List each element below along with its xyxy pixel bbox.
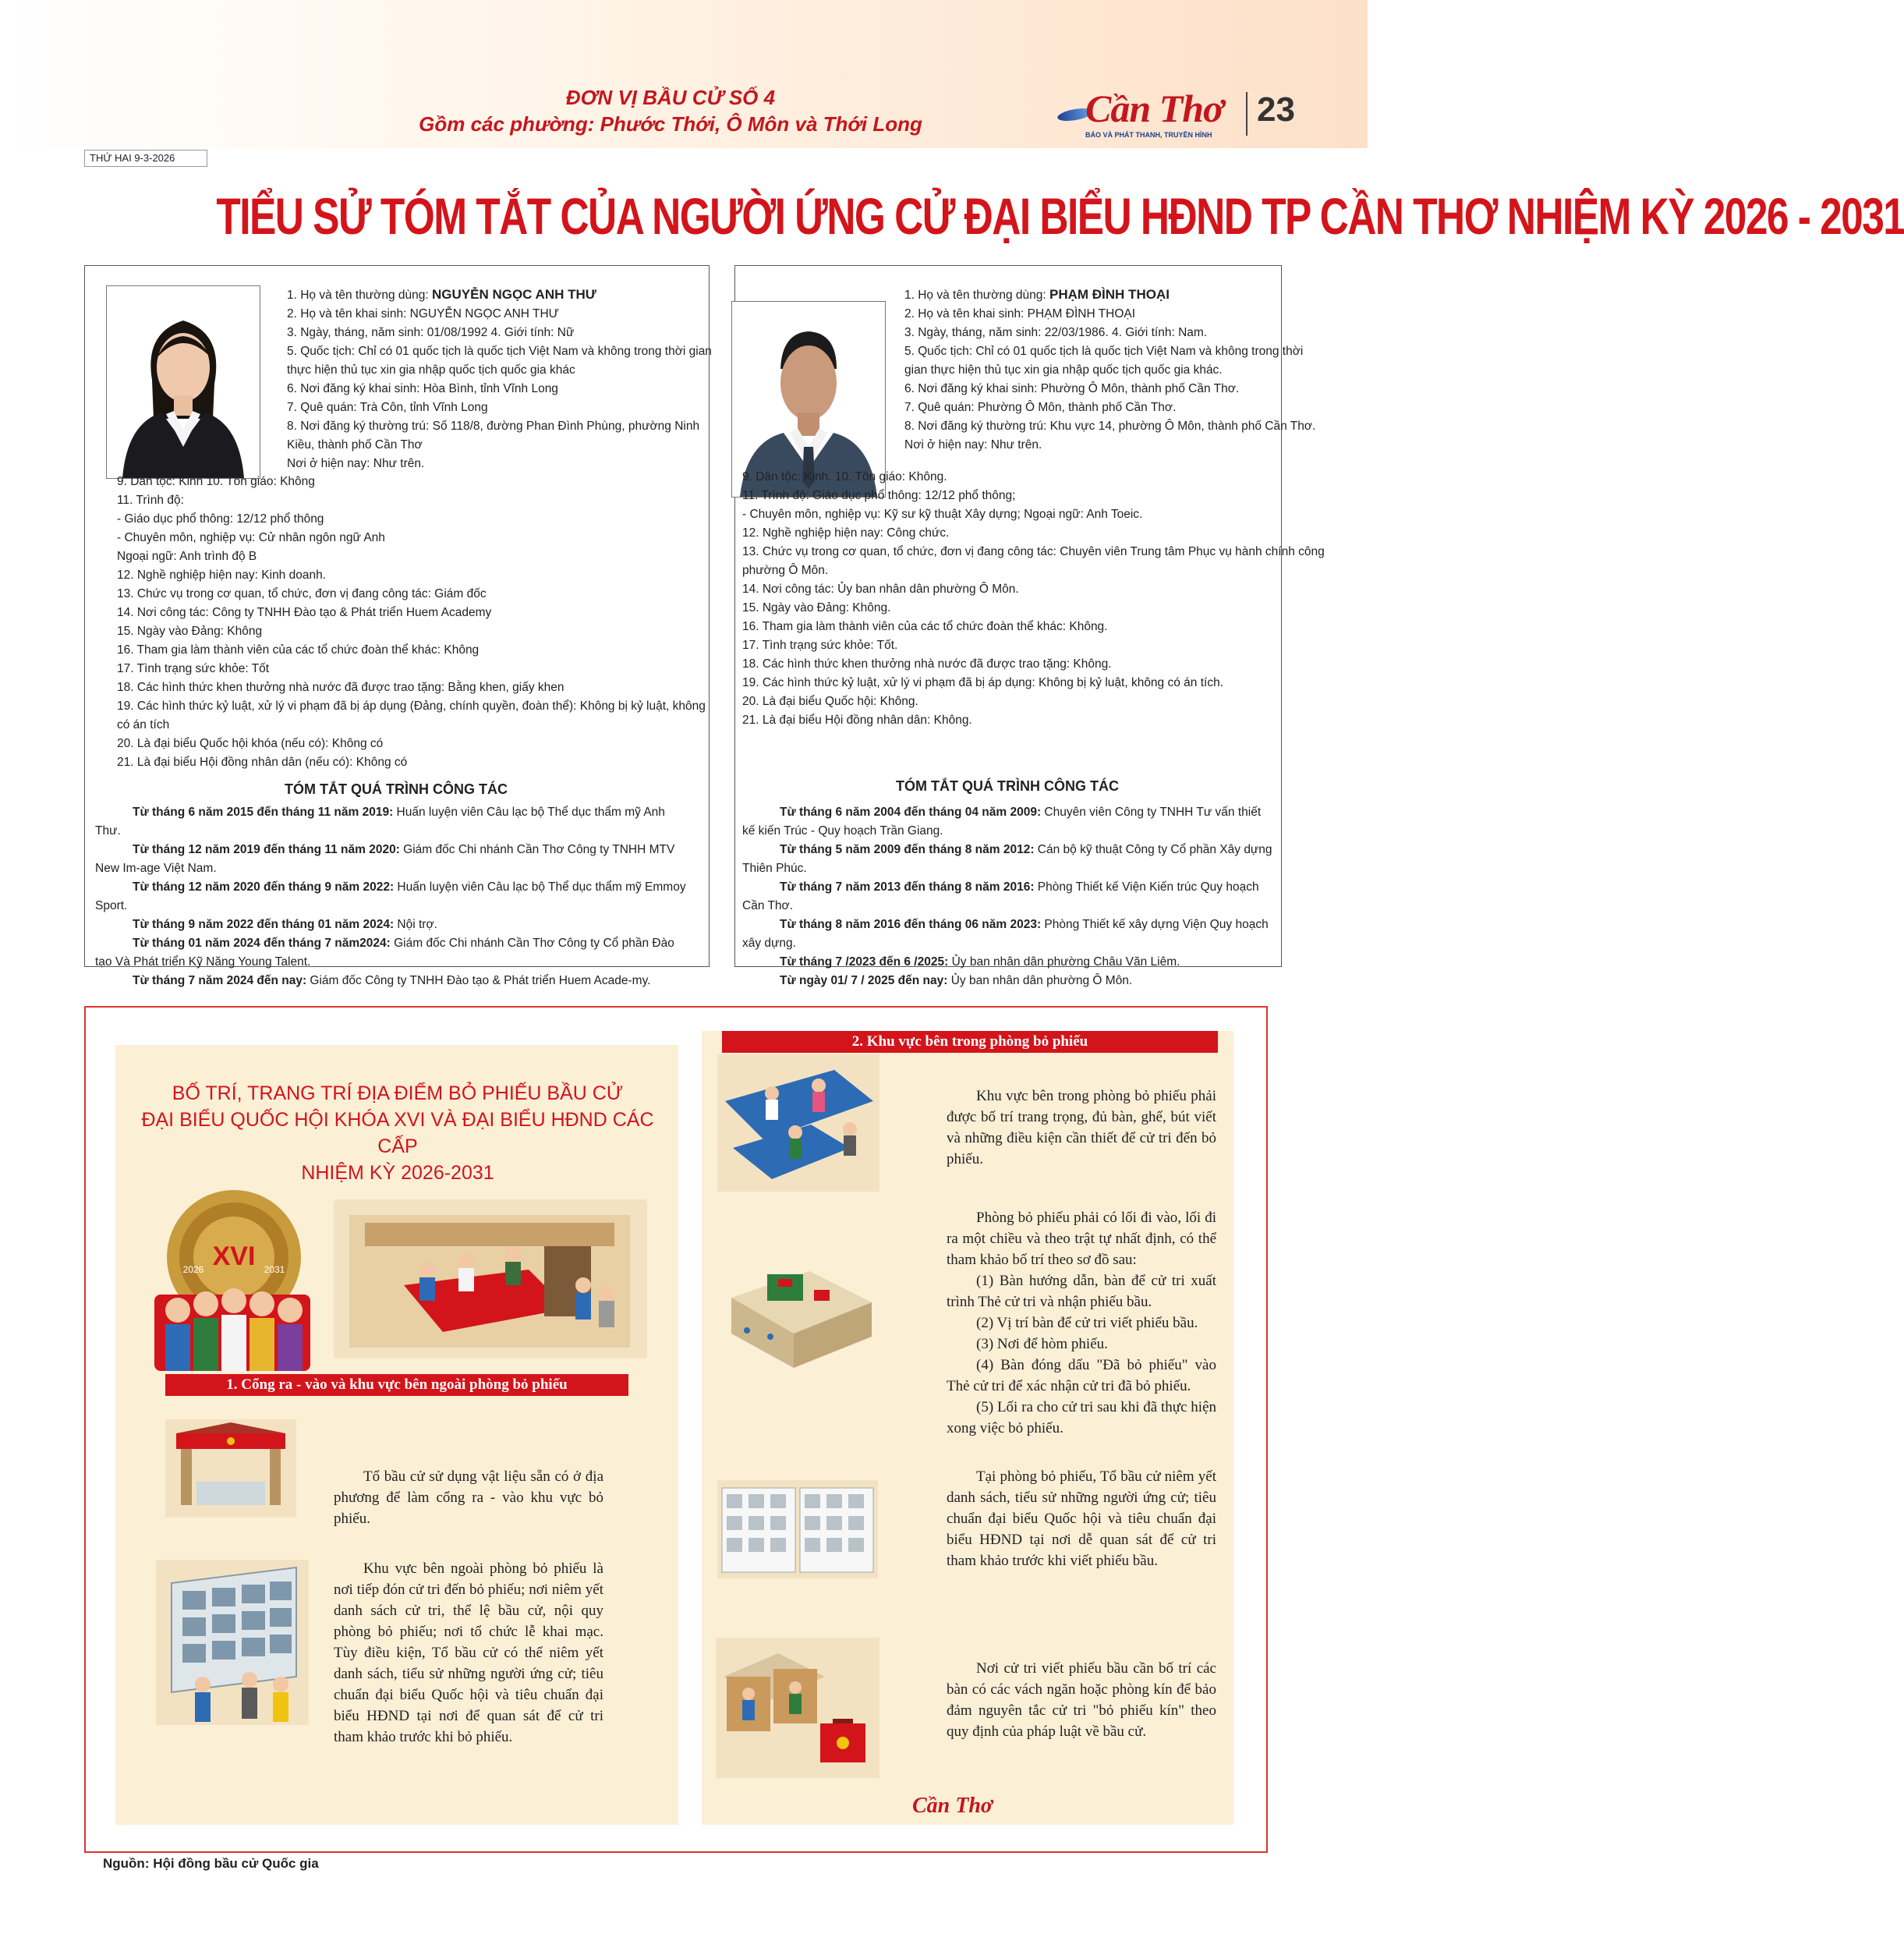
newspaper-logo: Cần Thơ bbox=[1085, 87, 1223, 130]
section-2-text-1 bbox=[947, 1086, 1216, 1170]
section-2-item-5: (5) Lối ra cho cử tri sau khi đã thực hiện xong việc bỏ phiếu. bbox=[947, 1399, 1216, 1436]
work-period: Từ ngày 01/ 7 / 2025 đến nay: bbox=[780, 974, 948, 987]
bio-head-line bbox=[287, 305, 692, 324]
bulletin-board-icon bbox=[156, 1560, 309, 1725]
section-1-title: 1. Cổng ra - vào và khu vực bên ngoài phòng bỏ phiếu bbox=[165, 1374, 628, 1396]
bio-body-line: - Giáo dục phổ thông: 12/12 phổ thông bbox=[117, 512, 324, 526]
section-2-paragraph-2: Phòng bỏ phiếu phải có lối đi vào, lối đi ra một chiều và theo trật tự nhất định, có thể tham khảo bố trí theo sơ đồ sau: bbox=[947, 1210, 1216, 1268]
bio-body-line: 11. Trình độ: bbox=[117, 494, 184, 507]
work-history-entry bbox=[742, 841, 1272, 878]
bio-body-line: 9. Dân tộc: Kinh 10. Tôn giáo: Không bbox=[117, 475, 315, 488]
candidate-1-head-info bbox=[287, 285, 712, 473]
section-1-paragraph-2: Khu vực bên ngoài phòng bỏ phiếu là nơi tiếp đón cử tri đến bỏ phiếu; nơi niêm yết danh sách cử tri, thể lệ bầu cử, nội quy phòng bỏ phiếu; nơi tổ chức lễ khai mạc. Tùy điều kiện, Tổ bầu cử có thể niêm yết danh sách, tiểu sử những người ứng cử; tiêu chuẩn đại biểu Quốc hội và tiêu chuẩn đại biểu HĐND tại nơi để quan sát để cử tri tham khảo trước khi bỏ phiếu. bbox=[334, 1560, 603, 1745]
bio-body-line: có án tích bbox=[117, 718, 170, 731]
gate-icon bbox=[165, 1419, 296, 1518]
section-2-text-4 bbox=[947, 1658, 1216, 1742]
section-2-item-2: (2) Vị trí bàn để cử tri viết phiếu bầu. bbox=[976, 1315, 1198, 1331]
section-2-paragraph-4: Nơi cử tri viết phiếu bầu cần bố trí các bàn có các vách ngăn hoặc phòng kín để bảo đảm nguyên tắc cử tri "bỏ phiếu kín" theo quy định của pháp luật về bầu cử. bbox=[947, 1660, 1216, 1740]
page-number-divider bbox=[1246, 92, 1248, 136]
candidate-list-illustration bbox=[717, 1480, 878, 1578]
work-history-entry bbox=[95, 878, 692, 916]
bio-head-line bbox=[904, 380, 1271, 398]
candidate-1-body-info bbox=[117, 473, 706, 772]
bio-body-line: 11. Trình độ: Giáo dục phổ thông: 12/12 phổ thông; bbox=[742, 489, 1016, 502]
page-number: 23 bbox=[1257, 90, 1295, 129]
candidate-1-portrait bbox=[106, 285, 260, 479]
bio-head-text: gian thực hiện thủ tục xin gia nhập quốc tịch quốc gia khác. bbox=[904, 363, 1223, 377]
bio-body-line: 13. Chức vụ trong cơ quan, tổ chức, đơn vị đang công tác: Giám đốc bbox=[117, 587, 487, 600]
section-2-paragraph-3: Tại phòng bỏ phiếu, Tổ bầu cử niêm yết danh sách, tiểu sử những người ứng cử; tiêu chuẩn đại biểu Quốc hội và tiêu chuẩn đại biểu HĐND tại nơi dễ quan sát để cử tri tham khảo trước khi viết phiếu bầu. bbox=[947, 1468, 1216, 1569]
floor-plan-diagram bbox=[716, 1259, 879, 1373]
page-headline: TIỂU SỬ TÓM TẮT CỦA NGƯỜI ỨNG CỬ ĐẠI BIỂU HĐND TP CẦN THƠ NHIỆM KỲ 2026 - 2031 bbox=[216, 187, 1904, 245]
bio-head-text: 3. Ngày, tháng, năm sinh: 01/08/1992 4. Giới tính: Nữ bbox=[287, 326, 575, 339]
bio-head-text: 3. Ngày, tháng, năm sinh: 22/03/1986. 4. Giới tính: Nam. bbox=[904, 326, 1208, 339]
election-poster-illustration bbox=[147, 1185, 318, 1371]
outdoor-bulletin-illustration bbox=[156, 1560, 309, 1725]
bio-body-line: - Chuyên môn, nghiệp vụ: Kỹ sư kỹ thuật Xây dựng; Ngoại ngữ: Anh Toeic. bbox=[742, 508, 1143, 521]
bio-head-line bbox=[287, 417, 700, 436]
section-1-text-2 bbox=[334, 1558, 603, 1748]
work-history-entry bbox=[742, 972, 1272, 990]
work-period: Từ tháng 8 năm 2016 đến tháng 06 năm 2023: bbox=[780, 918, 1042, 931]
work-period: Từ tháng 6 năm 2004 đến tháng 04 năm 2009: bbox=[780, 806, 1042, 819]
bio-head-text: 6. Nơi đăng ký khai sinh: Hòa Bình, tỉnh Vĩnh Long bbox=[287, 382, 558, 395]
bio-body-line: 12. Nghề nghiệp hiện nay: Công chức. bbox=[742, 526, 950, 540]
work-description: Ủy ban nhân dân phường Châu Văn Liêm. bbox=[948, 955, 1180, 969]
candidate-2-body-info bbox=[742, 468, 1325, 730]
work-description: Phòng Thiết kế xây dựng Viện Quy hoạch xây dựng. bbox=[742, 918, 1269, 950]
candidate-1-work-history bbox=[95, 803, 692, 990]
bio-head-text: 5. Quốc tịch: Chỉ có 01 quốc tịch là quốc tịch Việt Nam và không trong thời gian bbox=[287, 345, 712, 358]
work-history-entry bbox=[742, 803, 1272, 841]
bio-head-line bbox=[287, 285, 692, 305]
bio-head-line bbox=[904, 285, 1271, 305]
bio-head-line bbox=[904, 436, 1271, 455]
bio-head-line bbox=[287, 436, 692, 455]
bio-body-line: 18. Các hình thức khen thưởng nhà nước đã được trao tặng: Bằng khen, giấy khen bbox=[117, 681, 564, 694]
floor-plan-icon bbox=[716, 1259, 879, 1373]
bio-body-line: Ngoại ngữ: Anh trình độ B bbox=[117, 550, 257, 563]
bio-head-line bbox=[287, 398, 692, 417]
bio-body-line: 19. Các hình thức kỷ luật, xử lý vi phạm đã bị áp dụng (Đảng, chính quyền, đoàn thể): Không bị kỷ luật, không bbox=[117, 700, 706, 713]
bio-body-line: 21. Là đại biểu Hội đồng nhân dân: Không. bbox=[742, 714, 972, 727]
candidate-2-head-info bbox=[904, 285, 1316, 455]
unit-line-1: ĐƠN VỊ BẦU CỬ SỐ 4 bbox=[565, 86, 776, 109]
bio-body-line: 15. Ngày vào Đảng: Không. bbox=[742, 601, 891, 615]
work-description: Phòng Thiết kế Viện Kiến trúc Quy hoạch Cần Thơ. bbox=[742, 880, 1259, 912]
work-period: Từ tháng 7 năm 2013 đến tháng 8 năm 2016: bbox=[780, 880, 1035, 894]
work-period: Từ tháng 7 năm 2024 đến nay: bbox=[133, 974, 307, 987]
candidate-name: NGUYỄN NGỌC ANH THƯ bbox=[432, 287, 596, 302]
section-2-paragraph-1: Khu vực bên trong phòng bỏ phiếu phải được bố trí trang trọng, đủ bàn, ghế, bút viết và những điều kiện cần thiết để cử tri đến bỏ phiếu. bbox=[947, 1088, 1216, 1167]
bio-head-text: 5. Quốc tịch: Chỉ có 01 quốc tịch là quốc tịch Việt Nam và không trong thời bbox=[904, 345, 1304, 358]
bio-head-line bbox=[287, 342, 712, 361]
section-2-item-3: (3) Nơi để hòm phiếu. bbox=[976, 1336, 1108, 1352]
bio-body-line: - Chuyên môn, nghiệp vụ: Cử nhân ngôn ngữ Anh bbox=[117, 531, 385, 544]
work-period: Từ tháng 5 năm 2009 đến tháng 8 năm 2012: bbox=[780, 843, 1035, 856]
infographic-footer-logo: Cần Thơ bbox=[912, 1794, 993, 1818]
bio-head-text: 2. Họ và tên khai sinh: NGUYỄN NGỌC ANH THƯ bbox=[287, 307, 559, 321]
work-period: Từ tháng 12 năm 2019 đến tháng 11 năm 2020: bbox=[133, 843, 400, 856]
bio-body-line: 12. Nghề nghiệp hiện nay: Kinh doanh. bbox=[117, 569, 327, 582]
bio-head-text: 1. Họ và tên thường dùng: bbox=[287, 289, 432, 302]
section-2-text-3 bbox=[947, 1466, 1216, 1571]
work-period: Từ tháng 9 năm 2022 đến tháng 01 năm 2024: bbox=[133, 918, 395, 931]
bio-head-text: 8. Nơi đăng ký thường trú: Khu vực 14, phường Ô Môn, thành phố Cần Thơ. bbox=[904, 420, 1316, 433]
bio-body-line: 13. Chức vụ trong cơ quan, tổ chức, đơn vị đang công tác: Chuyên viên Trung tâm Phục vụ hành chính công bbox=[742, 545, 1325, 558]
candidate-1-work-title: TÓM TẮT QUÁ TRÌNH CÔNG TÁC bbox=[285, 781, 508, 797]
bio-body-line: 14. Nơi công tác: Ủy ban nhân dân phường Ô Môn. bbox=[742, 583, 1019, 596]
infographic-title-line-3: NHIỆM KỲ 2026-2031 bbox=[301, 1162, 494, 1184]
bio-head-text: thực hiện thủ tục xin gia nhập quốc tịch quốc gia khác bbox=[287, 363, 575, 377]
work-description: Giám đốc Chi nhánh Cần Thơ Công ty TNHH MTV New Im-age Việt Nam. bbox=[95, 843, 675, 875]
bio-head-line bbox=[287, 380, 692, 398]
infographic-title-line-1: BỐ TRÍ, TRANG TRÍ ĐỊA ĐIỂM BỎ PHIẾU BẦU CỬ bbox=[172, 1082, 624, 1104]
candidate-2-work-title: TÓM TẮT QUÁ TRÌNH CÔNG TÁC bbox=[896, 778, 1119, 794]
work-period: Từ tháng 6 năm 2015 đến tháng 11 năm 2019: bbox=[133, 806, 394, 819]
bio-head-line bbox=[287, 455, 692, 473]
section-1-text-1 bbox=[334, 1466, 603, 1529]
work-description: Giám đốc Công ty TNHH Đào tạo & Phát triển Huem Acade-my. bbox=[306, 974, 651, 987]
section-1-paragraph-1: Tổ bầu cử sử dụng vật liệu sẵn có ở địa phương để làm cổng ra - vào khu vực bỏ phiếu. bbox=[334, 1468, 603, 1527]
infographic-title-line-2: ĐẠI BIỂU QUỐC HỘI KHÓA XVI VÀ ĐẠI BIỂU HĐND CÁC CẤP bbox=[141, 1109, 654, 1157]
bio-head-text: 6. Nơi đăng ký khai sinh: Phường Ô Môn, thành phố Cần Thơ. bbox=[904, 382, 1240, 395]
poster-year-right: 2031 bbox=[264, 1264, 285, 1275]
work-history-entry bbox=[95, 803, 692, 841]
bio-head-line bbox=[904, 342, 1304, 361]
work-description: Chuyên viên Công ty TNHH Tư vấn thiết kế kiến Trúc - Quy hoạch Trần Giang. bbox=[742, 806, 1262, 838]
indoor-voting-illustration bbox=[717, 1054, 879, 1192]
bio-head-line bbox=[904, 361, 1271, 380]
bio-body-line: 19. Các hình thức kỷ luật, xử lý vi phạm đã bị áp dụng: Không bị kỷ luật, không có án tích. bbox=[742, 676, 1223, 689]
bio-head-text: Nơi ở hiện nay: Như trên. bbox=[287, 457, 425, 470]
bio-body-line: 9. Dân tộc: Kinh. 10. Tôn giáo: Không. bbox=[742, 470, 947, 483]
bio-head-text: 2. Họ và tên khai sinh: PHẠM ĐÌNH THOẠI bbox=[904, 307, 1136, 321]
work-description: Giám đốc Chi nhánh Cần Thơ Công ty Cổ phần Đào tạo Và Phát triển Kỹ Năng Young Talent. bbox=[95, 937, 674, 969]
candidate-name: PHẠM ĐÌNH THOẠI bbox=[1049, 287, 1170, 302]
bio-head-line bbox=[904, 324, 1271, 342]
bio-head-text: Nơi ở hiện nay: Như trên. bbox=[904, 438, 1042, 452]
bio-body-line: 16. Tham gia làm thành viên của các tổ chức đoàn thể khác: Không bbox=[117, 643, 480, 657]
work-description: Huấn luyện viên Câu lạc bộ Thể dục thẩm mỹ Emmoy Sport. bbox=[95, 880, 686, 912]
bio-body-line: phường Ô Môn. bbox=[742, 564, 829, 577]
bio-head-text: 7. Quê quán: Phường Ô Môn, thành phố Cần Thơ. bbox=[904, 401, 1177, 414]
bio-head-text: 8. Nơi đăng ký thường trú: Số 118/8, đường Phan Đình Phùng, phường Ninh bbox=[287, 420, 700, 433]
unit-line-2: Gồm các phường: Phước Thới, Ô Môn và Thới Long bbox=[419, 112, 922, 136]
voting-scene-icon bbox=[334, 1199, 647, 1358]
work-history-entry bbox=[95, 934, 692, 972]
work-description: Huấn luyện viên Câu lạc bộ Thể dục thẩm mỹ Anh Thư. bbox=[95, 806, 665, 838]
infographic-title bbox=[133, 1080, 663, 1186]
bio-head-text: 1. Họ và tên thường dùng: bbox=[904, 289, 1049, 302]
work-description: Cán bộ kỹ thuật Công ty Cổ phần Xây dựng Thiên Phúc. bbox=[742, 843, 1272, 875]
bio-head-line bbox=[904, 417, 1316, 436]
work-history-entry bbox=[742, 916, 1272, 953]
work-history-entry bbox=[742, 953, 1272, 972]
work-period: Từ tháng 01 năm 2024 đến tháng 7 năm2024: bbox=[133, 937, 391, 950]
work-history-entry bbox=[95, 841, 692, 878]
newspaper-tagline: BÁO VÀ PHÁT THANH, TRUYỀN HÌNH bbox=[1085, 131, 1212, 139]
portrait-woman-icon bbox=[107, 286, 260, 478]
voting-booth-icon bbox=[716, 1638, 879, 1778]
bio-body-line: 14. Nơi công tác: Công ty TNHH Đào tạo & Phát triển Huem Academy bbox=[117, 606, 492, 619]
work-description: Nội trợ. bbox=[394, 918, 437, 931]
work-period: Từ tháng 12 năm 2020 đến tháng 9 năm 2022: bbox=[133, 880, 395, 894]
work-history-entry bbox=[95, 972, 692, 990]
section-2-item-4: (4) Bàn đóng dấu "Đã bỏ phiếu" vào Thẻ cử tri để xác nhận cử tri đã bỏ phiếu. bbox=[947, 1357, 1216, 1394]
bio-head-line bbox=[287, 324, 692, 342]
candidate-list-icon bbox=[717, 1480, 878, 1578]
work-history-entry bbox=[742, 878, 1272, 916]
section-2-text-2 bbox=[947, 1207, 1216, 1439]
bio-body-line: 16. Tham gia làm thành viên của các tổ chức đoàn thể khác: Không. bbox=[742, 620, 1108, 633]
bio-body-line: 20. Là đại biểu Quốc hội: Không. bbox=[742, 695, 918, 708]
work-description: Ủy ban nhân dân phường Ô Môn. bbox=[947, 974, 1133, 987]
dateline: THỨ HAI 9-3-2026 bbox=[84, 150, 207, 167]
section-2-title: 2. Khu vực bên trong phòng bỏ phiếu bbox=[722, 1031, 1218, 1053]
bio-head-line bbox=[904, 305, 1271, 324]
candidate-2-work-history bbox=[742, 803, 1272, 990]
bio-head-text: Kiều, thành phố Cần Thơ bbox=[287, 438, 423, 452]
polling-station-illustration bbox=[334, 1199, 647, 1358]
voting-booth-illustration bbox=[716, 1638, 879, 1778]
gate-illustration bbox=[165, 1419, 296, 1518]
bio-body-line: 21. Là đại biểu Hội đồng nhân dân (nếu có): Không có bbox=[117, 756, 408, 769]
section-2-item-1: (1) Bàn hướng dẫn, bàn để cử tri xuất trình Thẻ cử tri và nhận phiếu bầu. bbox=[947, 1273, 1216, 1310]
bio-head-line bbox=[287, 361, 692, 380]
poster-year-left: 2026 bbox=[182, 1264, 204, 1275]
indoor-voting-icon bbox=[717, 1054, 879, 1192]
infographic-source: Nguồn: Hội đồng bầu cử Quốc gia bbox=[103, 1856, 319, 1871]
election-poster-icon bbox=[147, 1185, 318, 1371]
work-period: Từ tháng 7 /2023 đến 6 /2025: bbox=[780, 955, 949, 969]
bio-body-line: 20. Là đại biểu Quốc hội khóa (nếu có): Không có bbox=[117, 737, 384, 750]
bio-head-text: 7. Quê quán: Trà Côn, tỉnh Vĩnh Long bbox=[287, 401, 488, 414]
bio-body-line: 18. Các hình thức khen thưởng nhà nước đã được trao tặng: Không. bbox=[742, 657, 1112, 671]
bio-body-line: 17. Tình trạng sức khỏe: Tốt bbox=[117, 662, 270, 675]
bio-head-line bbox=[904, 398, 1271, 417]
bio-body-line: 17. Tình trạng sức khỏe: Tốt. bbox=[742, 639, 898, 652]
electoral-unit-title bbox=[281, 84, 1060, 137]
bio-body-line: 15. Ngày vào Đảng: Không bbox=[117, 625, 263, 638]
work-history-entry bbox=[95, 916, 692, 934]
poster-roman-numeral: XVI bbox=[212, 1242, 256, 1271]
